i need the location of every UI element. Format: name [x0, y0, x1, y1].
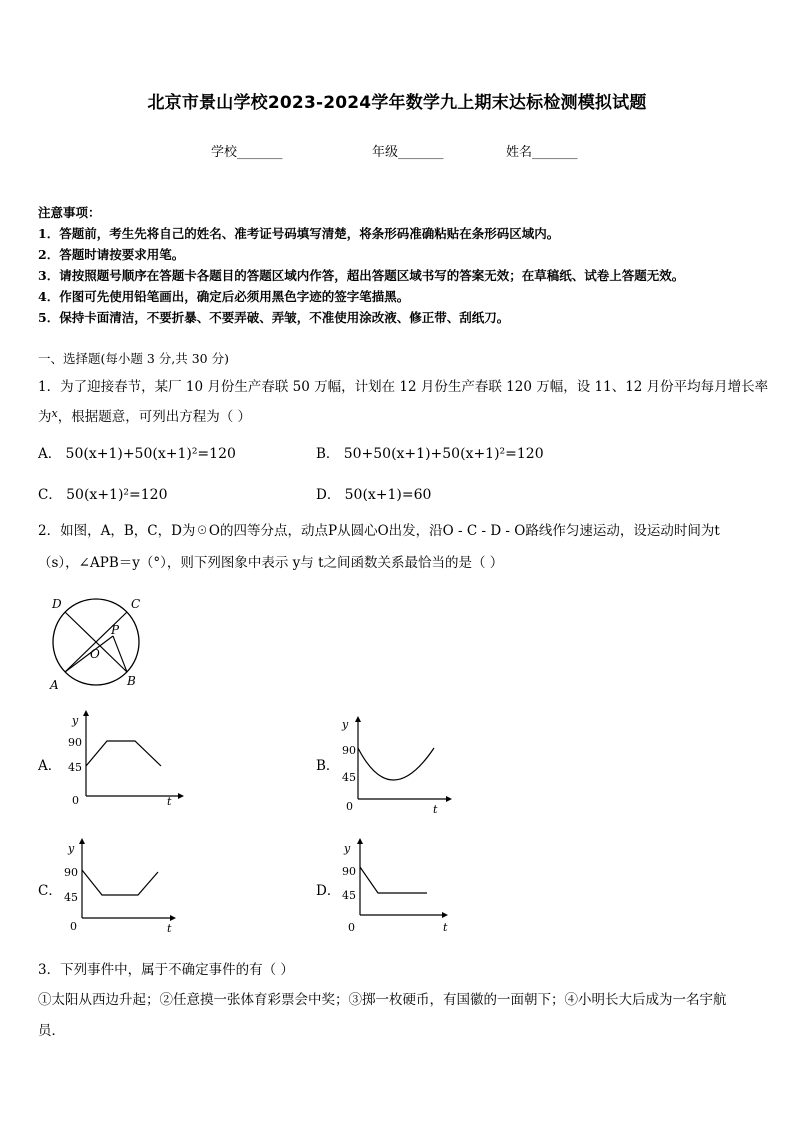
notice-item: 1．答题前，考生先将自己的姓名、准考证号码填写清楚，将条形码准确粘贴在条形码区域内。 [38, 226, 560, 241]
x-axis-arrow [442, 912, 448, 918]
y-axis-label: y [68, 842, 75, 855]
option-label: B． [316, 446, 340, 462]
x-axis-label: t [167, 922, 172, 935]
name-field[interactable] [506, 141, 578, 160]
q2-graph-d[interactable] [336, 836, 466, 942]
notice-item: 4．作图可先使用铅笔画出，确定后必须用黑色字迹的签字笔描黑。 [38, 289, 410, 304]
origin-label: 0 [70, 920, 77, 933]
y-tick-45: 45 [68, 761, 82, 774]
circle-figure [40, 592, 160, 692]
point-b-label: B [127, 674, 136, 688]
q1-option-a[interactable] [38, 442, 236, 462]
segment-ap [65, 636, 113, 672]
y-tick-90: 90 [342, 865, 356, 878]
y-tick-45: 45 [342, 771, 356, 784]
option-expression: 50+50(x+1)+50(x+1)²=120 [343, 446, 544, 462]
y-axis-arrow [79, 838, 85, 844]
origin-label: 0 [348, 921, 355, 934]
name-blank: _______ [532, 145, 578, 160]
x-axis-label: t [433, 803, 438, 816]
x-axis-arrow [446, 796, 452, 802]
curve [82, 870, 158, 895]
grade-field[interactable] [372, 141, 444, 160]
option-expression: 50(x+1)²=120 [66, 487, 168, 503]
curve [360, 867, 427, 893]
y-tick-90: 90 [68, 736, 82, 749]
name-label: 姓名 [506, 145, 533, 160]
y-tick-90: 90 [64, 866, 78, 879]
notice-heading: 注意事项： [38, 205, 101, 220]
origin-label: 0 [346, 800, 353, 813]
q1-stem-line1: 1．为了迎接春节，某厂 10 月份生产春联 50 万幅，计划在 12 月份生产春联 120 万幅，设 11、12 月份平均每月增长率 [38, 379, 769, 395]
y-axis-label: y [342, 718, 349, 731]
q2-stem-line2: （s），∠APB＝y（°），则下列图象中表示 y与 t之间函数关系最恰当的是（ ） [38, 555, 504, 571]
q2-graph-c[interactable] [60, 836, 190, 942]
notice-item: 2．答题时请按要求用笔。 [38, 247, 185, 262]
point-c-label: C [131, 597, 141, 611]
q1-stem-post: ，根据题意，可列出方程为（ ） [57, 409, 252, 425]
x-axis-label: t [167, 795, 172, 808]
origin-label: 0 [72, 794, 79, 807]
notice-item: 5．保持卡面清洁，不要折暴、不要弄破、弄皱，不准使用涂改液、修正带、刮纸刀。 [38, 310, 510, 325]
q1-option-c[interactable] [38, 483, 167, 503]
y-tick-45: 45 [342, 889, 356, 902]
school-label: 学校 [211, 145, 238, 160]
x-axis-label: t [443, 921, 448, 934]
curve [86, 741, 161, 766]
q3-stem-line2: ①太阳从西边升起；②任意摸一张体育彩票会中奖；③掷一枚硬币，有国徽的一面朝下；④小明长大后成为一名宇航 [38, 992, 727, 1008]
point-d-label: D [52, 597, 62, 611]
y-axis-label: y [344, 842, 351, 855]
school-field[interactable] [211, 141, 283, 160]
x-axis-arrow [170, 915, 176, 921]
point-o-label: O [90, 647, 100, 661]
section-heading: 一、选择题(每小题 3 分,共 30 分) [38, 351, 229, 366]
option-label: D． [316, 487, 341, 503]
y-axis-arrow [355, 716, 361, 722]
curve [358, 748, 434, 780]
q2-stem-line1: 2．如图，A，B，C，D为☉O的四等分点，动点P从圆心O出发，沿O - C - D - O路线作匀速运动，设运动时间为t [38, 523, 720, 539]
q2-option-a-label[interactable]: A． [38, 758, 62, 774]
y-tick-45: 45 [64, 891, 78, 904]
q2-option-d-label[interactable]: D． [316, 883, 341, 899]
q1-variable: x [51, 407, 58, 420]
q1-option-d[interactable] [316, 483, 431, 503]
q1-stem-line2 [38, 405, 251, 425]
option-expression: 50(x+1)=60 [344, 487, 432, 503]
q2-graph-b[interactable] [336, 712, 466, 818]
grade-label: 年级 [372, 145, 399, 160]
q1-option-b[interactable] [316, 442, 544, 462]
y-axis-arrow [83, 710, 89, 716]
y-tick-90: 90 [342, 744, 356, 757]
q2-option-c-label[interactable]: C． [38, 883, 62, 899]
segment-pb [113, 636, 127, 672]
q2-graph-a[interactable] [60, 708, 190, 814]
grade-blank: _______ [398, 145, 444, 160]
point-p-label: P [111, 623, 120, 637]
q3-stem-line3: 员． [38, 1023, 65, 1039]
option-label: A． [38, 446, 62, 462]
x-axis-arrow [178, 793, 184, 799]
notice-item: 3．请按照题号顺序在答题卡各题目的答题区域内作答，超出答题区域书写的答案无效；在草稿纸、试卷上答题无效。 [38, 268, 685, 283]
q1-stem-pre: 为 [38, 409, 52, 425]
q2-option-b-label[interactable]: B． [316, 758, 340, 774]
option-expression: 50(x+1)+50(x+1)²=120 [65, 446, 236, 462]
point-a-label: A [50, 678, 59, 692]
y-axis-label: y [72, 714, 79, 727]
y-axis-arrow [357, 838, 363, 844]
exam-title: 北京市景山学校2023-2024学年数学九上期末达标检测模拟试题 [147, 93, 647, 113]
school-blank: _______ [237, 145, 283, 160]
option-label: C． [38, 487, 62, 503]
q3-stem-line1: 3．下列事件中，属于不确定事件的有（ ） [38, 962, 294, 978]
